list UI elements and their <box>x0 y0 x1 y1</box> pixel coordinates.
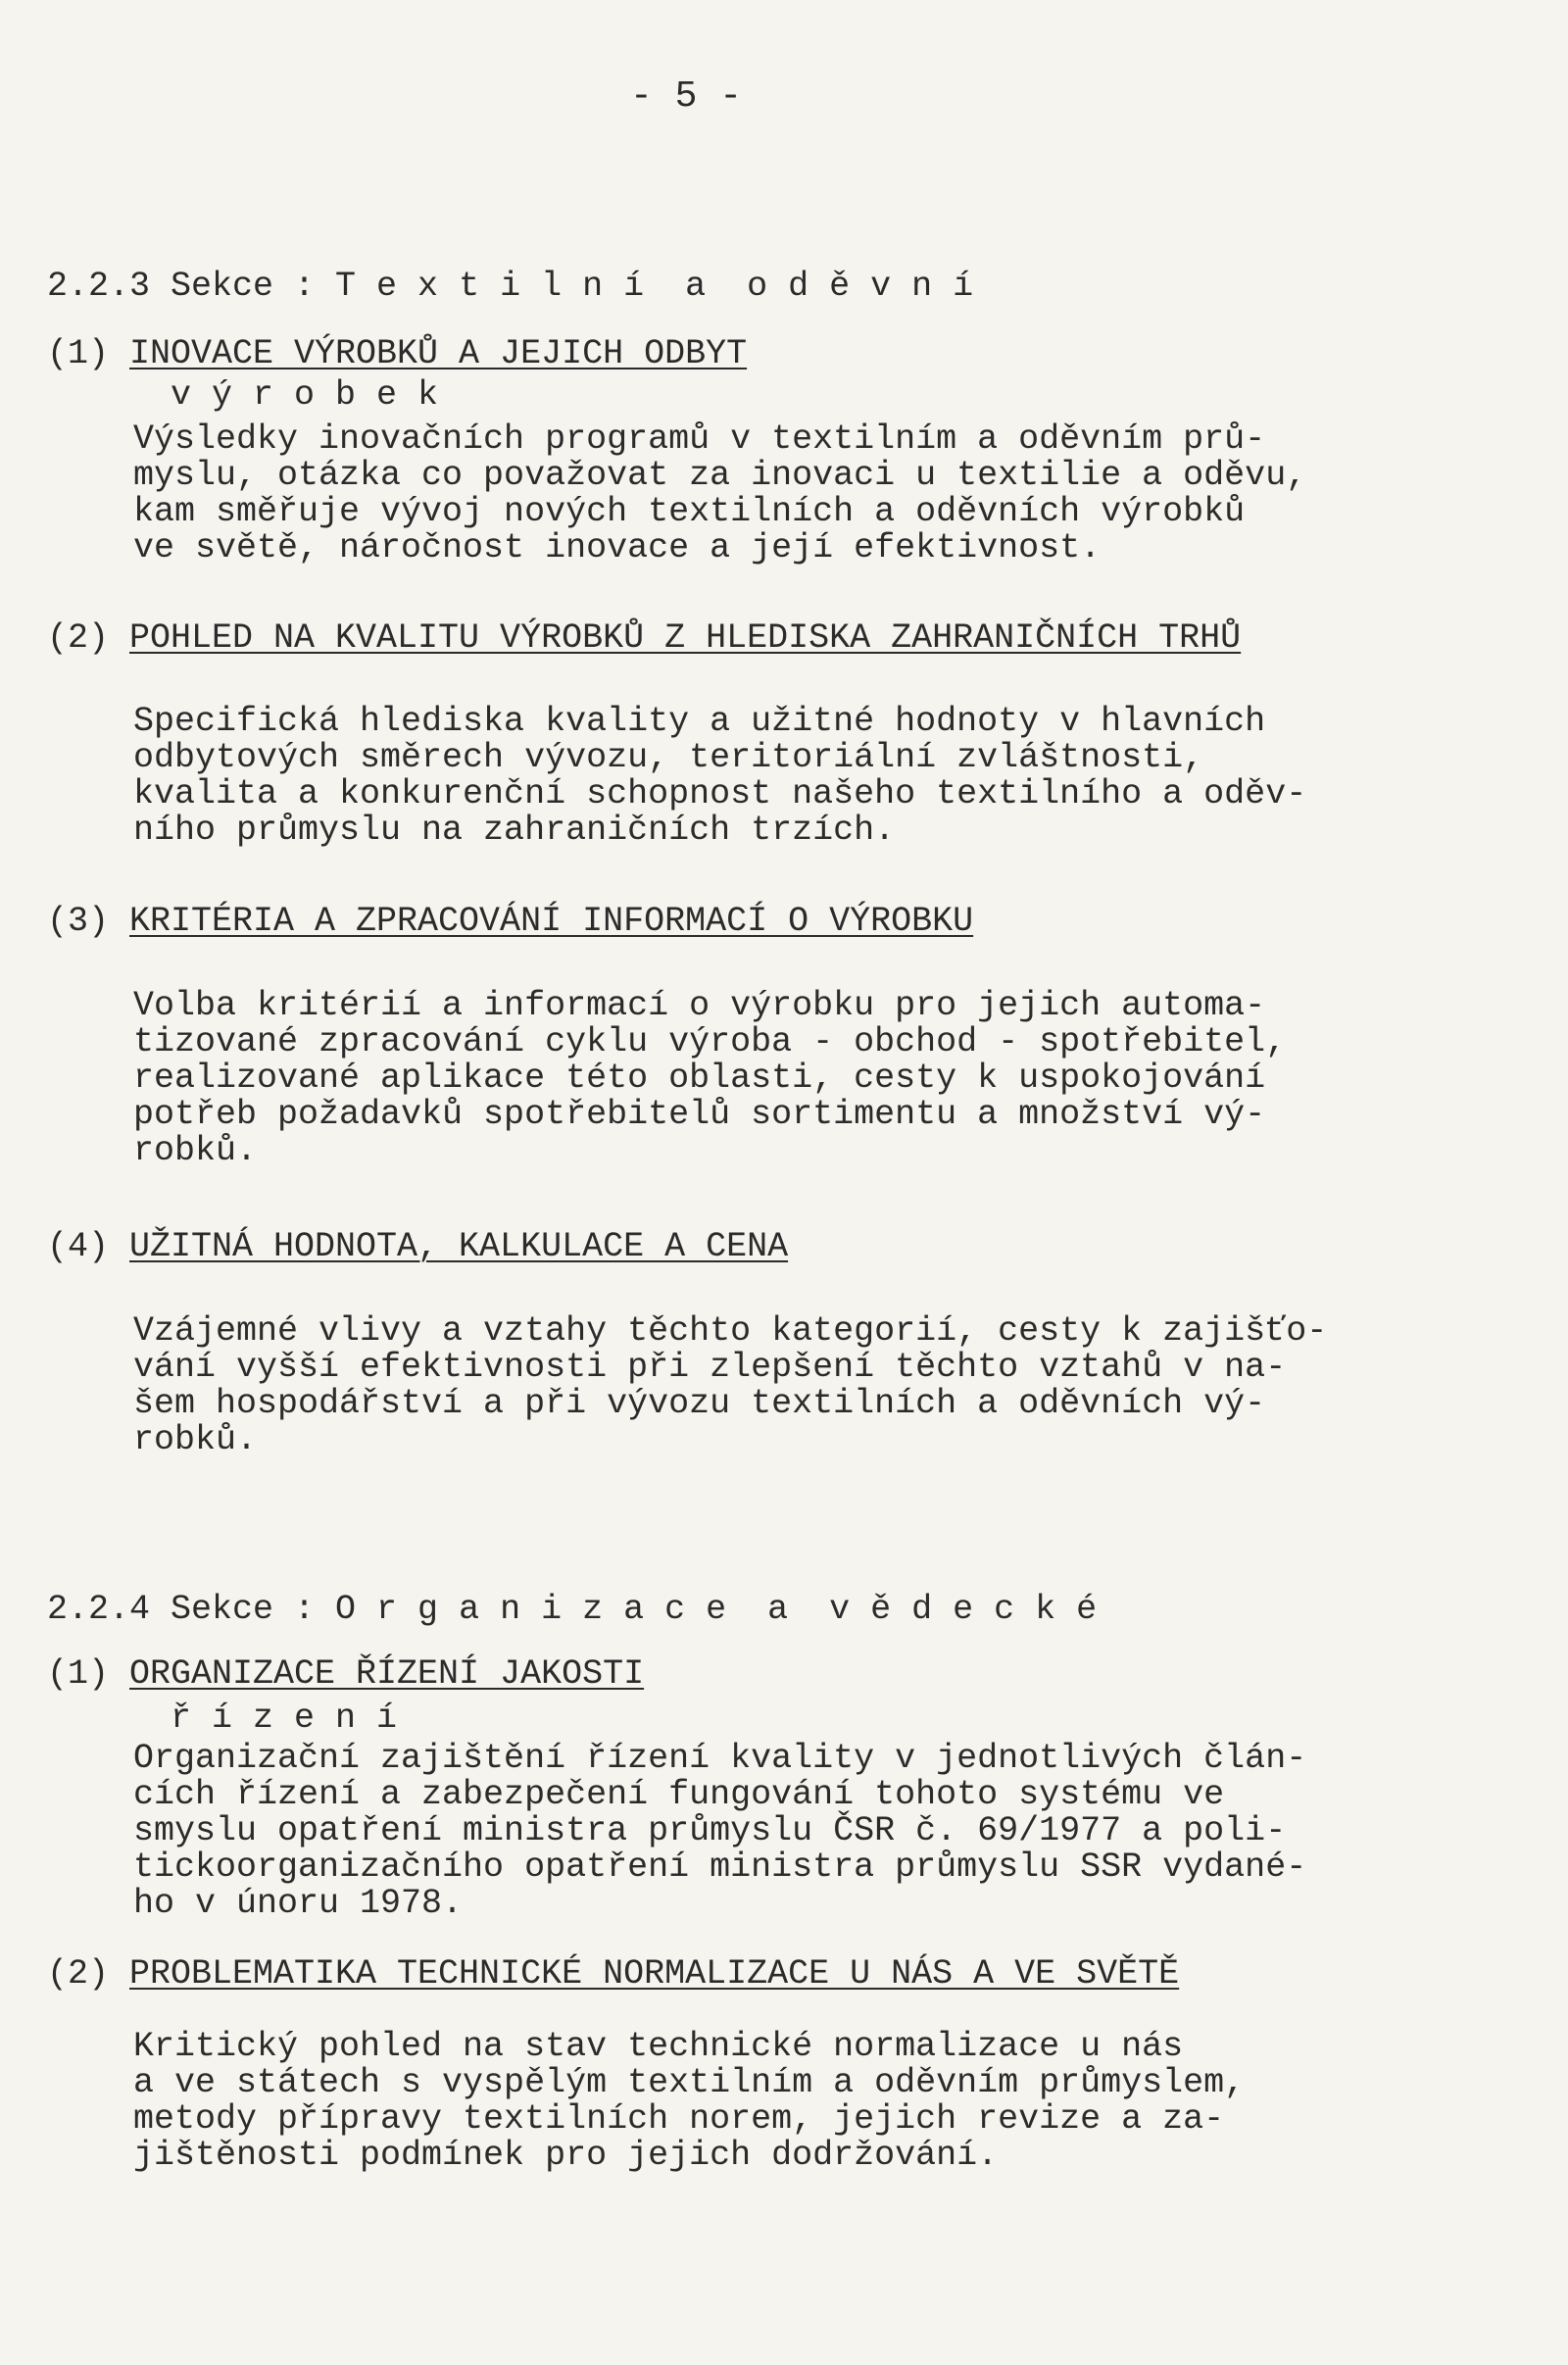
text-line: tickoorganizačního opatření ministra průmyslu SSR vydané- <box>133 1848 1307 1887</box>
text-line: kam směřuje vývoj nových textilních a oděvních výrobků <box>133 492 1246 531</box>
subsection-heading: PROBLEMATIKA TECHNICKÉ NORMALIZACE U NÁS A VE SVĚTĚ <box>129 1954 1180 1994</box>
text-line: Vzájemné vlivy a vztahy těchto kategorií, cesty k zajišťo- <box>133 1311 1328 1351</box>
paragraph <box>133 988 1407 1169</box>
paragraph <box>133 2029 1407 2174</box>
paragraph <box>133 1313 1407 1458</box>
subsection-title <box>47 904 973 940</box>
subsection-title <box>47 1229 788 1265</box>
text-line: Výsledky inovačních programů v textilním a oděvním prů- <box>133 419 1266 459</box>
text-line: Specifická hlediska kvality a užitné hodnoty v hlavních <box>133 702 1266 741</box>
text-line: metody přípravy textilních norem, jejich revize a za- <box>133 2099 1225 2139</box>
subsection-title <box>47 620 1241 657</box>
text-line: ve světě, náročnost inovace a její efektivnost. <box>133 528 1102 567</box>
text-line: odbytových směrech vývozu, teritoriální zvláštnosti, <box>133 738 1204 777</box>
subsection-heading: ORGANIZACE ŘÍZENÍ JAKOSTI <box>129 1654 645 1694</box>
section-heading-line: ř í z e n í <box>47 1699 398 1738</box>
page-number: - 5 - <box>629 75 743 118</box>
subsection-number: (1) <box>47 1654 110 1694</box>
section-heading-line: v ý r o b e k <box>47 375 439 415</box>
subsection-number: (2) <box>47 1954 110 1994</box>
text-line: tizované zpracování cyklu výroba - obchod - spotřebitel, <box>133 1022 1287 1061</box>
subsection-title <box>47 1656 644 1693</box>
text-line: vání vyšší efektivnosti při zlepšení těchto vztahů v na- <box>133 1348 1287 1387</box>
text-line: cích řízení a zabezpečení fungování tohoto systému ve <box>133 1775 1225 1814</box>
paragraph <box>133 421 1407 567</box>
section-heading-line: 2.2.4 Sekce : O r g a n i z a c e a v ě d e c k é <box>47 1590 1098 1629</box>
section-heading-line: 2.2.3 Sekce : T e x t i l n í a o d ě v n í <box>47 267 974 306</box>
paragraph <box>133 1741 1407 1922</box>
text-line: a ve státech s vyspělým textilním a oděvním průmyslem, <box>133 2063 1246 2102</box>
subsection-number: (2) <box>47 618 110 658</box>
text-line: potřeb požadavků spotřebitelů sortimentu a množství vý- <box>133 1095 1266 1134</box>
subsection-heading: INOVACE VÝROBKŮ A JEJICH ODBYT <box>129 334 748 373</box>
subsection-title <box>47 1956 1179 1993</box>
text-line: ního průmyslu na zahraničních trzích. <box>133 811 896 850</box>
subsection-number: (3) <box>47 902 110 941</box>
text-line: šem hospodářství a při vývozu textilních a oděvních vý- <box>133 1384 1266 1423</box>
subsection-number: (4) <box>47 1227 110 1266</box>
text-line: Volba kritérií a informací o výrobku pro jejich automa- <box>133 986 1266 1025</box>
text-line: robků. <box>133 1420 258 1459</box>
text-line: Kritický pohled na stav technické normalizace u nás <box>133 2027 1184 2066</box>
text-line: smyslu opatření ministra průmyslu ČSR č. 69/1977 a poli- <box>133 1811 1287 1850</box>
text-line: jištěnosti podmínek pro jejich dodržování. <box>133 2136 999 2175</box>
text-line: robků. <box>133 1131 258 1170</box>
text-line: Organizační zajištění řízení kvality v jednotlivých člán- <box>133 1739 1307 1778</box>
text-line: myslu, otázka co považovat za inovaci u textilie a oděvu, <box>133 456 1307 495</box>
subsection-heading: KRITÉRIA A ZPRACOVÁNÍ INFORMACÍ O VÝROBKU <box>129 902 974 941</box>
subsection-title <box>47 336 747 372</box>
text-line: realizované aplikace této oblasti, cesty k uspokojování <box>133 1059 1266 1098</box>
subsection-heading: UŽITNÁ HODNOTA, KALKULACE A CENA <box>129 1227 789 1266</box>
subsection-heading: POHLED NA KVALITU VÝROBKŮ Z HLEDISKA ZAHRANIČNÍCH TRHŮ <box>129 618 1242 658</box>
paragraph <box>133 704 1407 849</box>
text-line: kvalita a konkurenční schopnost našeho textilního a oděv- <box>133 774 1307 813</box>
subsection-number: (1) <box>47 334 110 373</box>
text-line: ho v únoru 1978. <box>133 1884 464 1923</box>
